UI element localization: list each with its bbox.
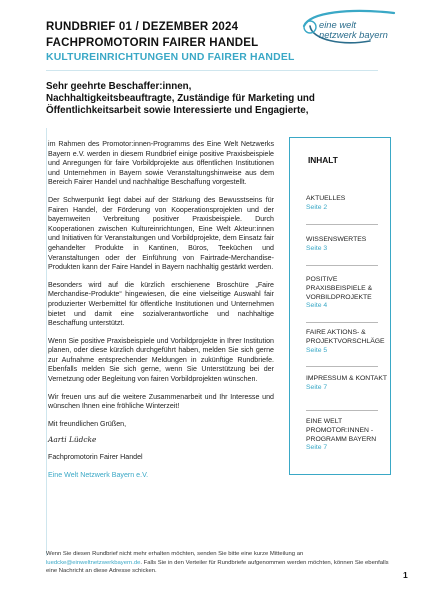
toc-item-label: AKTUELLES — [306, 195, 346, 202]
sender-organization: Eine Welt Netzwerk Bayern e.V. — [48, 470, 149, 479]
footer-text: Wenn Sie diesen Rundbrief nicht mehr erhalten möchten, senden Sie bitte eine kurze Mitteilung an — [46, 551, 304, 557]
logo-text-line2: netzwerk bayern — [319, 29, 388, 40]
body-paragraph: im Rahmen des Promotor:innen-Programms des Eine Welt Netzwerks Bayern e.V. werden in diesem Rundbrief einige positive Praxisbeispiele und Anregungen für faire Vorbildprojekte aus öffentlichen Institutionen und Unternehmen in Bayern sowie Veranstaltungshinweise aus dem Bereich Fairer Handel und nachhaltige Beschaffung vorgestellt. — [48, 140, 274, 187]
table-of-contents — [289, 137, 391, 475]
toc-item-label: FAIRE AKTIONS- & PROJEKTVORSCHLÄGE — [306, 329, 385, 345]
closing-phrase: Mit freundlichen Grüßen, — [48, 419, 127, 428]
toc-separator — [306, 224, 378, 225]
toc-item-page: Seite 2 — [306, 203, 328, 211]
toc-item-page: Seite 7 — [306, 383, 328, 391]
toc-item-page: Seite 3 — [306, 244, 328, 252]
body-paragraph: Wenn Sie positive Praxisbeispiele und Vorbildprojekte in Ihrer Institution planen, oder diese kürzlich durchgeführt haben, melden Sie sich gerne zur Aufnahme entsprechender Meldungen in zukünftige Rundbriefe. Ebenfalls melden Sie sich gerne, wenn Sie Unterstützung bei der Vernetzung oder Begleitung von fairen Vorbildprojekten wünschen. — [48, 336, 274, 384]
toc-item-page: Seite 7 — [306, 444, 328, 452]
toc-separator — [306, 366, 378, 367]
page-number: 1 — [403, 570, 408, 580]
toc-item-wissenswertes[interactable] — [306, 236, 390, 254]
letter-body — [48, 140, 274, 488]
toc-item-label: POSITIVE PRAXISBEISPIELE & VORBILDPROJEKTE — [306, 276, 373, 301]
footer-text-rest: . Falls Sie in den Verteiler für Rundbriefe aufgenommen werden möchten, können Sie ebenfalls eine Nachricht an diese Adresse schicken. — [46, 559, 389, 575]
body-paragraph: Besonders wird auf die kürzlich erschienene Broschüre „Faire Merchandise-Produkte“ hingewiesen, die eine vielseitige Auswahl fair produzierter Werbemittel für öffentliche Institutionen und Unternehmen bietet und damit eine sozialverantwortliche und nachhaltige Beschaffung unterstützt. — [48, 280, 274, 328]
toc-item-label: EINE WELT PROMOTOR:INNEN - PROGRAMM BAYERN — [306, 418, 377, 443]
contact-email-link[interactable]: luedcke@einweltnetzwerkbayern.de — [46, 559, 141, 566]
sender-role: Fachpromotorin Fairer Handel — [48, 453, 143, 462]
toc-item-promotorinnen-programm[interactable] — [306, 418, 390, 453]
toc-item-page: Seite 4 — [306, 302, 328, 310]
toc-item-aktuelles[interactable] — [306, 195, 390, 213]
toc-item-aktionsvorschlaege[interactable] — [306, 329, 390, 355]
greeting: Sehr geehrte Beschaffer:innen, Nachhaltigkeitsbeauftragte, Zuständige für Marketing und Öffentlichkeitsarbeit sowie Interessierte und Engagierte, — [46, 81, 315, 116]
toc-separator — [306, 322, 378, 323]
eine-welt-netzwerk-logo — [290, 6, 410, 46]
body-left-rule — [46, 128, 47, 556]
unsubscribe-notice — [46, 550, 391, 576]
body-paragraph: Wir freuen uns auf die weitere Zusammenarbeit und Ihr Interesse und wünschen Ihnen eine fröhliche Winterzeit! — [48, 392, 274, 411]
toc-item-label: IMPRESSUM & KONTAKT — [306, 375, 388, 382]
toc-separator — [306, 410, 378, 411]
toc-item-page: Seite 5 — [306, 346, 328, 354]
toc-title: INHALT — [308, 155, 338, 165]
toc-item-label: WISSENSWERTES — [306, 236, 367, 243]
logo-text-line1: eine welt — [319, 19, 357, 30]
body-paragraph: Der Schwerpunkt liegt dabei auf der Stärkung des Bewusstseins für Fairen Handel, der Förderung von Kooperationsprojekten und der bayernweiten Verbreitung positiver Praxisbeispiele. Durch Kooperationen zwischen Kultureinrichtungen, Eine Welt Akteur:innen und Initiativen für Veranstaltungen und Vorbildprojekte, dem Einsatz fair gehandelter Produkte in Kantinen, Büros, Teeküchen und Veranstaltungen oder der Einführung von Fairtrade-Merchandise-Produkten kann der Faire Handel in Bayern nachhaltig gestärkt werden. — [48, 195, 274, 272]
author-role-title: FACHPROMOTORIN FAIRER HANDEL — [46, 37, 259, 49]
header-divider — [46, 70, 378, 71]
topic-subtitle: KULTUREINRICHTUNGEN UND FAIRER HANDEL — [46, 52, 295, 63]
toc-separator — [306, 265, 378, 266]
toc-item-praxisbeispiele[interactable] — [306, 276, 390, 311]
toc-item-impressum[interactable] — [306, 375, 390, 393]
signature: Aarti Lüdcke — [48, 435, 97, 445]
newsletter-title: RUNDBRIEF 01 / DEZEMBER 2024 — [46, 21, 239, 33]
